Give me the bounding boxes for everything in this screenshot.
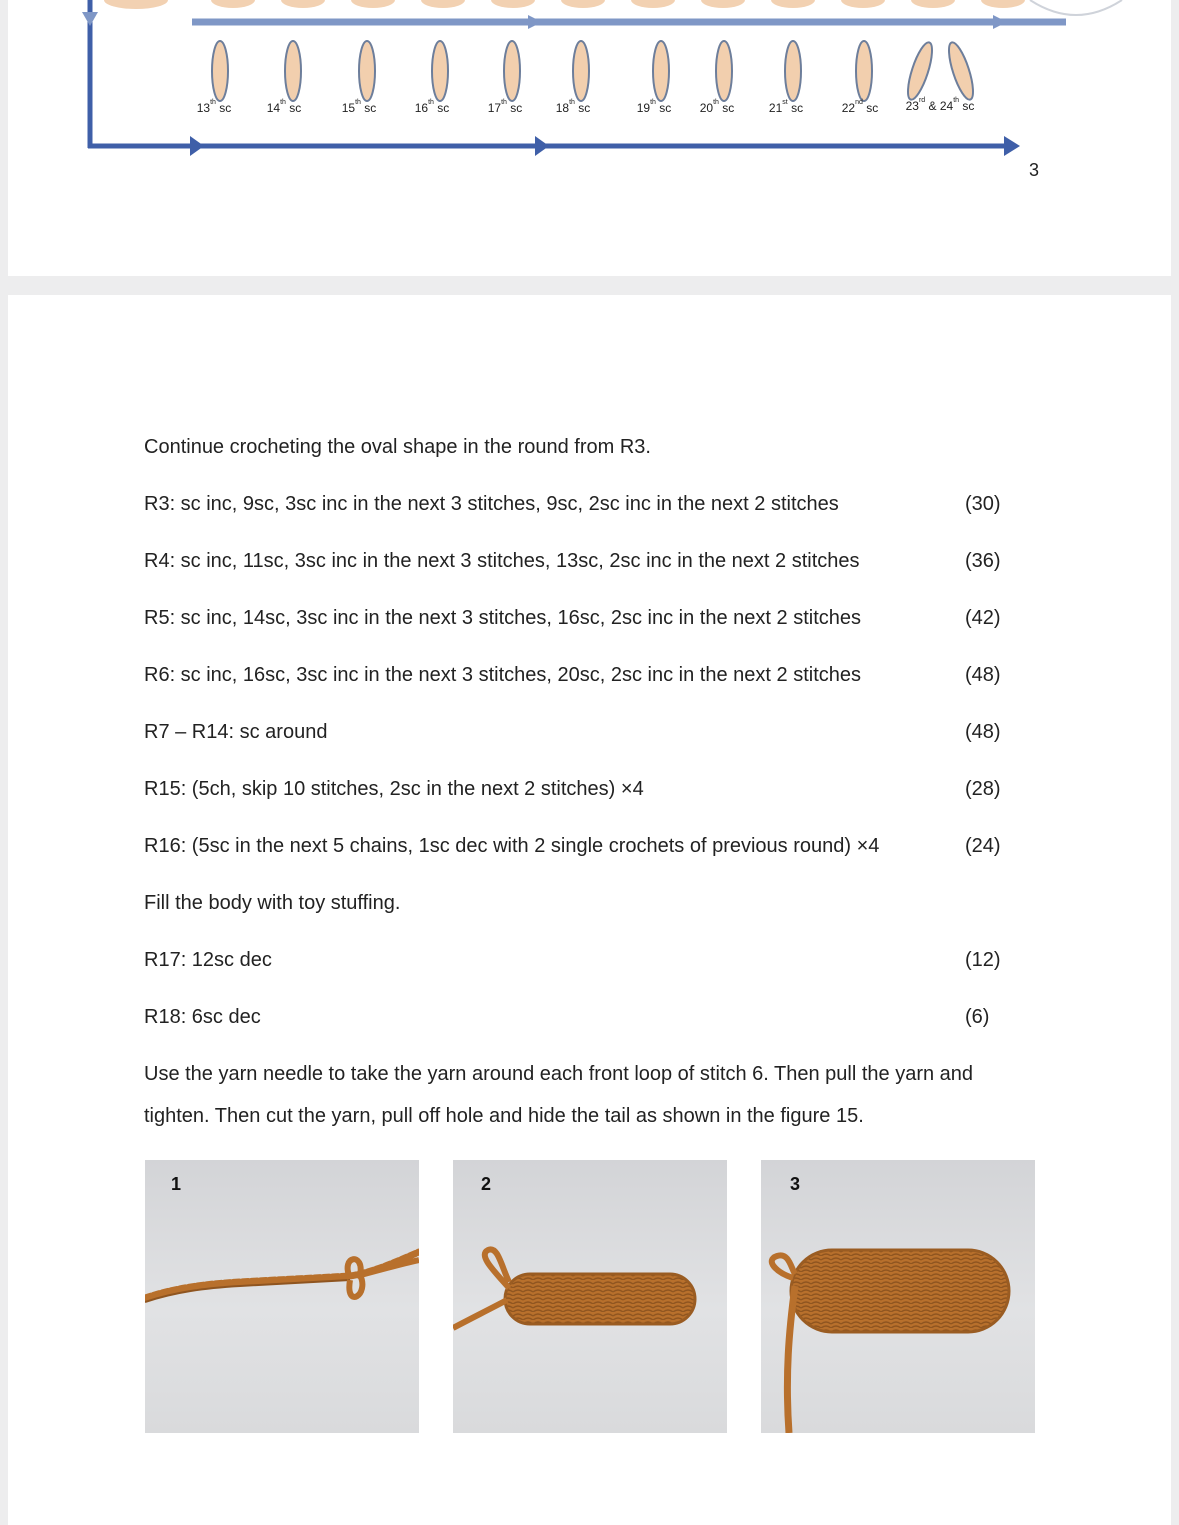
stitch-oval — [716, 41, 732, 101]
finish-text: Use the yarn needle to take the yarn around each front loop of stitch 6. Then pull the yarn and — [144, 1063, 974, 1085]
stitch-label: 16th sc — [414, 99, 450, 115]
photo-label: 3 — [790, 1174, 801, 1194]
previous-row-stitches — [104, 0, 1025, 9]
round-instruction: R17: 12sc dec — [144, 949, 272, 971]
photo-label: 1 — [171, 1174, 182, 1194]
stitch-label: 14th sc — [266, 99, 302, 115]
stitch-count: (48) — [965, 721, 1001, 743]
stitch-oval — [432, 41, 448, 101]
round-instruction: R16: (5sc in the next 5 chains, 1sc dec with 2 single crochets of previous round) ×4 — [144, 835, 880, 857]
crochet-chain-photo-icon — [145, 1160, 419, 1433]
round-instruction: R15: (5ch, skip 10 stitches, 2sc in the next 2 stitches) ×4 — [144, 778, 644, 800]
stitch-oval — [504, 41, 520, 101]
stitch-label: 18th sc — [555, 99, 591, 115]
stitch-oval — [359, 41, 375, 101]
stitch-oval — [573, 41, 589, 101]
round-instruction: R3: sc inc, 9sc, 3sc inc in the next 3 stitches, 9sc, 2sc inc in the next 2 stitches — [144, 493, 839, 515]
stitch-diagram — [8, 0, 1179, 276]
photo-step-2 — [453, 1160, 727, 1433]
stitch-count: (30) — [965, 493, 1001, 515]
crochet-oval-large-photo-icon — [761, 1160, 1035, 1433]
stitch-oval — [903, 40, 937, 102]
round-instruction: R6: sc inc, 16sc, 3sc inc in the next 3 stitches, 20sc, 2sc inc in the next 2 stitches — [144, 664, 862, 686]
stitch-count: (6) — [965, 1006, 990, 1028]
stitch-count: (12) — [965, 949, 1001, 971]
crochet-oval-small-photo-icon — [453, 1160, 727, 1433]
stitch-label: 22nd sc — [841, 99, 879, 115]
stitch-oval — [856, 41, 872, 101]
stitch-count: (28) — [965, 778, 1001, 800]
stitch-oval — [285, 41, 301, 101]
stitch-label: 19th sc — [636, 99, 672, 115]
round-instruction: R5: sc inc, 14sc, 3sc inc in the next 3 stitches, 16sc, 2sc inc in the next 2 stitches — [144, 607, 862, 629]
stitch-label: 15th sc — [341, 99, 377, 115]
page-number: 3 — [1029, 160, 1040, 180]
stitch-oval — [653, 41, 669, 101]
stitch-label: 17th sc — [487, 99, 523, 115]
photo-step-1 — [145, 1160, 419, 1433]
round-instruction: R7 – R14: sc around — [144, 721, 328, 743]
bottom-arrow — [88, 136, 1020, 156]
round-instruction: R18: 6sc dec — [144, 1006, 261, 1028]
stitch-count: (24) — [965, 835, 1001, 857]
stitch-label: 20th sc — [699, 99, 735, 115]
photo-label: 2 — [481, 1174, 492, 1194]
stitch-count: (42) — [965, 607, 1001, 629]
corner-circle — [1030, 0, 1122, 15]
left-arrow-bar — [82, 0, 98, 148]
finish-text: tighten. Then cut the yarn, pull off hole and hide the tail as shown in the figure 15. — [144, 1105, 864, 1127]
stitch-ovals — [212, 40, 978, 102]
round-instruction: R4: sc inc, 11sc, 3sc inc in the next 3 stitches, 13sc, 2sc inc in the next 2 stitches — [144, 550, 860, 572]
stitch-oval — [212, 41, 228, 101]
stitch-label: 21st sc — [768, 99, 804, 115]
stitch-label: 23rd & 24th sc — [905, 97, 975, 113]
stitch-count: (36) — [965, 550, 1001, 572]
stitch-oval — [944, 40, 978, 102]
intro-text: Continue crocheting the oval shape in the round from R3. — [144, 436, 651, 458]
stitch-oval — [785, 41, 801, 101]
stitch-count: (48) — [965, 664, 1001, 686]
diagram-page — [8, 0, 1171, 276]
upper-arrow — [192, 15, 1066, 29]
note-text: Fill the body with toy stuffing. — [144, 892, 401, 914]
photo-step-3 — [761, 1160, 1035, 1433]
stitch-label: 13th sc — [196, 99, 232, 115]
